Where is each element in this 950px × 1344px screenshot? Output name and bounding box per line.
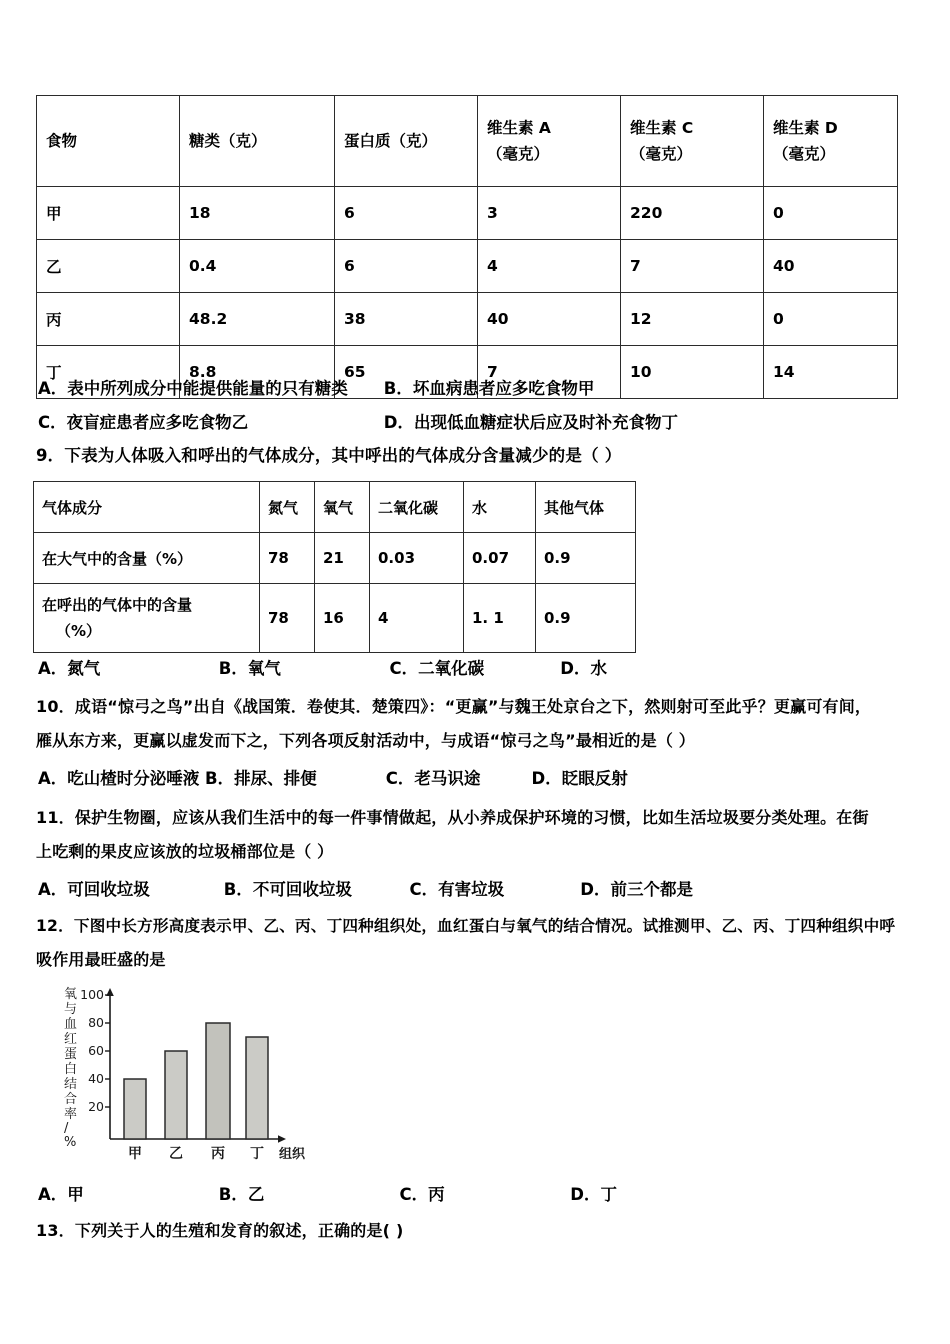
y-axis-label-char: 氧 (64, 987, 78, 1002)
cell-vitamin-a: 4 (478, 240, 621, 293)
table-row (37, 187, 898, 240)
cell-water: 1. 1 (464, 584, 536, 653)
column-header-vitamin-d (764, 96, 898, 187)
y-axis-label-char: % (64, 1135, 77, 1150)
oxygen-hemoglobin-bar-chart (52, 982, 312, 1167)
q9-option-d[interactable]: D．水 (560, 659, 607, 678)
table-header-row (34, 482, 636, 533)
cell-vitamin-d: 0 (764, 187, 898, 240)
cell-vitamin-a: 7 (478, 346, 621, 399)
cell-food-name: 丙 (37, 293, 180, 346)
x-axis-arrow (278, 1135, 286, 1143)
cell-food-name: 乙 (37, 240, 180, 293)
q12-option-d[interactable]: D．丁 (570, 1185, 617, 1204)
q11-option-d[interactable]: D．前三个都是 (580, 880, 693, 899)
q11-stem-line2: 上吃剩的果皮应该放的垃圾桶部位是（ ） (36, 842, 334, 861)
q10-stem-line2: 雁从东方来，更赢以虚发而下之，下列各项反射活动中，与成语“惊弓之鸟”最相近的是（ ） (36, 731, 696, 750)
x-axis-label: 组织 (278, 1147, 306, 1162)
header-text-line2: （毫克） (773, 145, 836, 163)
row-label-atmosphere: 在大气中的含量（%） (34, 533, 260, 584)
header-text-line1: 维生素 C (630, 119, 694, 137)
q9-options-row (38, 655, 607, 679)
column-header-protein (335, 96, 478, 187)
q8-option-c[interactable]: C．夜盲症患者应多吃食物乙 (38, 413, 249, 432)
cell-water: 0.07 (464, 533, 536, 584)
cell-vitamin-c: 220 (621, 187, 764, 240)
y-axis-label-char: 白 (64, 1062, 78, 1077)
y-axis-label-char: 蛋 (64, 1047, 78, 1062)
q10-option-a[interactable]: A．吃山楂时分泌唾液 (38, 769, 200, 788)
cell-vitamin-d: 0 (764, 293, 898, 346)
x-label-yi: 乙 (169, 1146, 183, 1162)
q12-option-b[interactable]: B．乙 (218, 1185, 265, 1204)
q13-stem: 13．下列关于人的生殖和发育的叙述，正确的是( ) (36, 1221, 404, 1240)
cell-carbohydrate: 0.4 (180, 240, 335, 293)
table-row (34, 584, 636, 653)
cell-other-gases: 0.9 (536, 584, 636, 653)
column-header-food (37, 96, 180, 187)
cell-vitamin-d: 14 (764, 346, 898, 399)
cell-food-name: 丁 (37, 346, 180, 399)
table-row (34, 533, 636, 584)
q12-stem-line1: 12．下图中长方形高度表示甲、乙、丙、丁四种组织处，血红蛋白与氧气的结合情况。试推测甲、乙、丙、丁四种组织中呼 (36, 917, 896, 935)
y-axis-label-char: 红 (64, 1032, 78, 1047)
chart-svg (52, 982, 312, 1167)
header-text-line1: 维生素 D (773, 119, 838, 137)
column-header-gas-component: 气体成分 (34, 482, 260, 533)
bar-ding (246, 1037, 268, 1139)
q11-stem-line1: 11．保护生物圈，应该从我们生活中的每一件事情做起，从小养成保护环境的习惯，比如生活垃圾要分类处理。在街 (36, 808, 869, 827)
cell-protein: 6 (335, 240, 478, 293)
y-tick-80: 80 (88, 1015, 104, 1030)
y-axis-label-char: 血 (64, 1017, 78, 1032)
cell-vitamin-a: 40 (478, 293, 621, 346)
q12-options-row (38, 1181, 617, 1205)
bar-jia (124, 1079, 146, 1139)
column-header-vitamin-a (478, 96, 621, 187)
cell-carbon-dioxide: 0.03 (370, 533, 464, 584)
y-axis-label-char: 结 (64, 1077, 78, 1092)
q9-option-a[interactable]: A．氮气 (38, 659, 101, 678)
cell-other-gases: 0.9 (536, 533, 636, 584)
header-text: 食物 (46, 132, 78, 150)
gas-composition-table (33, 481, 636, 653)
cell-protein: 65 (335, 346, 478, 399)
y-tick-20: 20 (88, 1099, 104, 1114)
q8-options-row-2 (38, 409, 678, 433)
y-axis-label-char: 合 (64, 1092, 78, 1107)
cell-oxygen: 21 (315, 533, 370, 584)
x-label-ding: 丁 (250, 1146, 264, 1162)
q12-option-a[interactable]: A．甲 (38, 1185, 84, 1204)
table-row (37, 240, 898, 293)
column-header-carbon-dioxide: 二氧化碳 (370, 482, 464, 533)
cell-vitamin-c: 10 (621, 346, 764, 399)
cell-carbohydrate: 18 (180, 187, 335, 240)
q11-option-c[interactable]: C．有害垃圾 (409, 880, 505, 899)
q9-stem: 9．下表为人体吸入和呼出的气体成分，其中呼出的气体成分含量减少的是（ ） (36, 446, 622, 465)
cell-protein: 6 (335, 187, 478, 240)
column-header-other-gases: 其他气体 (536, 482, 636, 533)
cell-oxygen: 16 (315, 584, 370, 653)
header-text-line2: （毫克） (487, 145, 550, 163)
cell-nitrogen: 78 (260, 533, 315, 584)
q12-option-c[interactable]: C．丙 (399, 1185, 445, 1204)
q10-stem-line1: 10．成语“惊弓之鸟”出自《战国策．卷使其．楚策四》：“更赢”与魏王处京台之下，然则射可至此乎？更赢可有间， (36, 697, 872, 716)
header-text-line1: 维生素 A (487, 119, 551, 137)
x-label-jia: 甲 (128, 1146, 142, 1162)
row-label-line2: （%） (56, 622, 102, 640)
q10-options-row (38, 765, 628, 789)
q10-option-d[interactable]: D．眨眼反射 (531, 769, 628, 788)
y-tick-100: 100 (80, 987, 104, 1002)
cell-vitamin-d: 40 (764, 240, 898, 293)
column-header-carbohydrate (180, 96, 335, 187)
header-text: 蛋白质（克） (344, 132, 438, 150)
cell-nitrogen: 78 (260, 584, 315, 653)
cell-protein: 38 (335, 293, 478, 346)
column-header-vitamin-c (621, 96, 764, 187)
y-axis-label-char: 与 (64, 1002, 78, 1017)
cell-carbohydrate: 48.2 (180, 293, 335, 346)
cell-food-name: 甲 (37, 187, 180, 240)
y-tick-40: 40 (88, 1071, 104, 1086)
bar-yi (165, 1051, 187, 1139)
column-header-water: 水 (464, 482, 536, 533)
q10-option-b[interactable]: B．排尿、排便 (205, 769, 317, 788)
q8-options-row-1 (38, 375, 594, 399)
y-tick-labels (80, 987, 104, 1114)
table-header-row (37, 96, 898, 187)
cell-vitamin-c: 7 (621, 240, 764, 293)
x-tick-labels (128, 1146, 264, 1162)
cell-carbon-dioxide: 4 (370, 584, 464, 653)
q8-option-a[interactable]: A．表中所列成分中能提供能量的只有糖类 (38, 379, 348, 398)
cell-carbohydrate: 8.8 (180, 346, 335, 399)
y-tick-60: 60 (88, 1043, 104, 1058)
row-label-line1: 在呼出的气体中的含量 (42, 596, 193, 614)
q8-option-b[interactable]: B．坏血病患者应多吃食物甲 (383, 379, 595, 398)
row-label-exhaled (34, 584, 260, 653)
q11-options-row (38, 876, 693, 900)
table-row (37, 293, 898, 346)
food-nutrient-table (36, 95, 898, 399)
q11-option-b[interactable]: B．不可回收垃圾 (223, 880, 352, 899)
chart-bars (124, 1023, 268, 1139)
y-axis-label-char: / (64, 1121, 69, 1136)
q8-option-d[interactable]: D．出现低血糖症状后应及时补充食物丁 (383, 413, 678, 432)
y-axis-label (64, 987, 77, 1150)
x-label-bing: 丙 (211, 1146, 225, 1162)
header-text: 糖类（克） (189, 132, 267, 150)
column-header-nitrogen: 氮气 (260, 482, 315, 533)
q12-stem-line2: 吸作用最旺盛的是 (36, 950, 166, 969)
cell-vitamin-c: 12 (621, 293, 764, 346)
cell-vitamin-a: 3 (478, 187, 621, 240)
bar-bing (206, 1023, 230, 1139)
q11-option-a[interactable]: A．可回收垃圾 (38, 880, 150, 899)
column-header-oxygen: 氧气 (315, 482, 370, 533)
q9-option-c[interactable]: C．二氧化碳 (389, 659, 485, 678)
y-axis-label-char: 率 (64, 1107, 78, 1122)
q9-option-b[interactable]: B．氧气 (218, 659, 281, 678)
q10-option-c[interactable]: C．老马识途 (385, 769, 481, 788)
header-text-line2: （毫克） (630, 145, 693, 163)
